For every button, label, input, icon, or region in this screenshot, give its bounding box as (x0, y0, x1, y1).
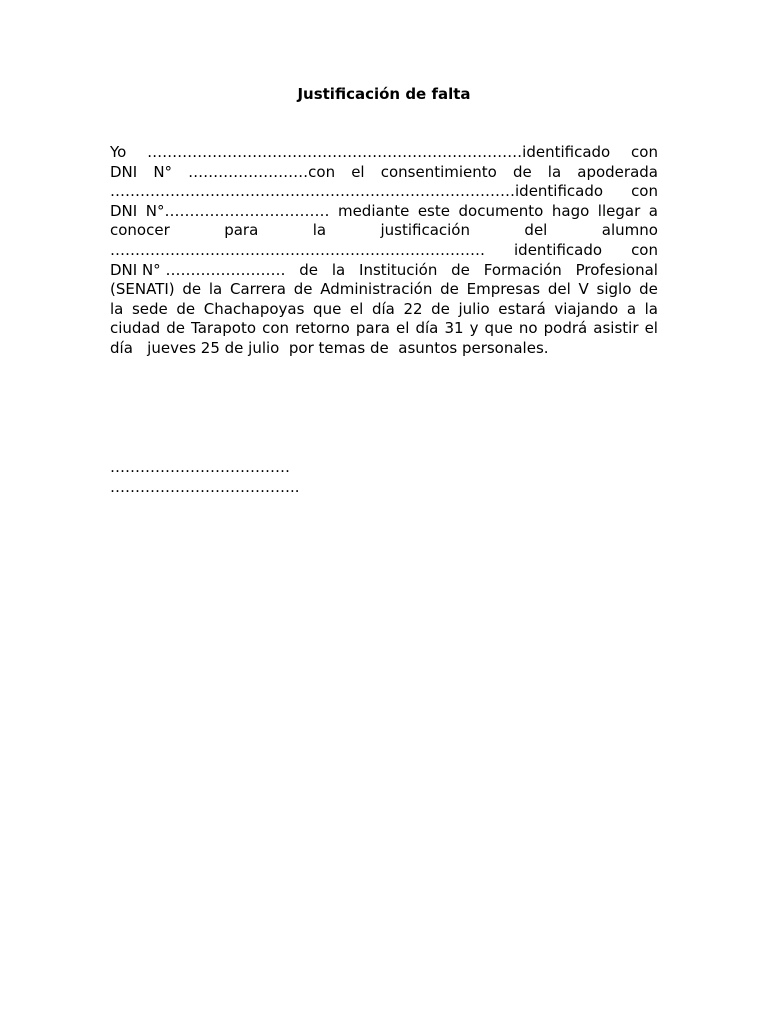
paragraph-line (110, 221, 658, 241)
word: alumno (601, 221, 658, 240)
word: N° (153, 162, 173, 181)
paragraph-line (110, 241, 658, 261)
word: día (371, 299, 395, 318)
word: de (639, 280, 658, 299)
word: del (547, 280, 571, 299)
word: de (440, 280, 459, 299)
word: apoderada (577, 162, 658, 181)
word: justificación (380, 221, 470, 240)
word: Formación (483, 260, 562, 279)
paragraph-line (110, 280, 658, 300)
word: documento (458, 201, 544, 220)
word: que (484, 319, 513, 338)
word: con (631, 182, 658, 201)
word: podrá (543, 319, 588, 338)
word: ……………………con (188, 162, 336, 181)
word: que (313, 299, 342, 318)
word: de (182, 280, 202, 299)
word: del (524, 221, 548, 240)
word: no (518, 319, 538, 338)
word: la (208, 280, 223, 299)
word: 22 (403, 299, 423, 318)
justification-paragraph (110, 143, 658, 359)
word: Institución (359, 260, 438, 279)
word: 31 (444, 319, 464, 338)
word: con (262, 319, 290, 338)
word: para (355, 319, 390, 338)
word: estará (498, 299, 546, 318)
word: la (110, 299, 124, 318)
word: hago (551, 201, 590, 220)
word: V (578, 280, 589, 299)
word: siglo (596, 280, 632, 299)
word: Carrera (229, 280, 286, 299)
word: julio (458, 299, 490, 318)
word: de (176, 299, 196, 318)
document-title: Justificación de falta (297, 85, 471, 103)
word: a (648, 201, 658, 220)
word: el (644, 319, 658, 338)
word: Yo (110, 143, 127, 161)
paragraph-line (110, 261, 658, 281)
word: con (631, 143, 658, 161)
word: el (396, 319, 410, 338)
word: ciudad (110, 319, 161, 338)
paragraph-line (110, 319, 658, 339)
word: la (644, 299, 658, 318)
word: de (293, 280, 313, 299)
word: de (299, 260, 319, 279)
word: la (547, 162, 562, 181)
word: de (451, 260, 470, 279)
word: Empresas (466, 280, 541, 299)
word: con (631, 240, 658, 259)
word: día (415, 319, 439, 338)
word: conocer (110, 221, 170, 240)
word: el (351, 162, 365, 181)
paragraph-line (110, 163, 658, 183)
word: a (626, 299, 637, 318)
word: Profesional (575, 260, 658, 279)
paragraph-line (110, 143, 658, 163)
word: y (469, 319, 479, 338)
word: DNI (110, 201, 138, 220)
paragraph-line (110, 182, 658, 202)
word: la (331, 260, 346, 279)
signature-line: ……………………………… (110, 458, 290, 476)
word: llegar (597, 201, 641, 220)
word: consentimiento (380, 162, 497, 181)
word: para (224, 221, 259, 240)
signature-line: ……………………………….. (110, 477, 300, 496)
word: ………………………………………………………………… (110, 240, 485, 259)
signature-block (110, 458, 300, 497)
paragraph-line (110, 300, 658, 320)
word: viajando (554, 299, 619, 318)
word: la (312, 221, 327, 240)
word: Chachapoyas (203, 299, 305, 318)
word: (SENATI) (110, 280, 175, 299)
word: asistir (593, 319, 639, 338)
paragraph-last-line: día jueves 25 de julio por temas de asuntos personales. (110, 338, 549, 357)
word: mediante (337, 201, 410, 220)
word: de (431, 299, 450, 318)
word: sede (131, 299, 168, 318)
word: DNI N° …………………… (110, 260, 286, 279)
word: de (166, 319, 185, 338)
word: identificado (514, 240, 603, 259)
word: DNI (110, 162, 138, 181)
word: N°…………………………… (145, 201, 330, 220)
word: de (512, 162, 532, 181)
word: este (417, 201, 450, 220)
word: retorno (295, 319, 350, 338)
paragraph-line (110, 202, 658, 222)
word: …………………………………………………………………identificado (147, 143, 611, 161)
word: el (349, 299, 364, 318)
word: Administración (320, 280, 433, 299)
word: Tarapoto (191, 319, 257, 338)
word: ………………………………………………………………………identificado (110, 182, 604, 201)
